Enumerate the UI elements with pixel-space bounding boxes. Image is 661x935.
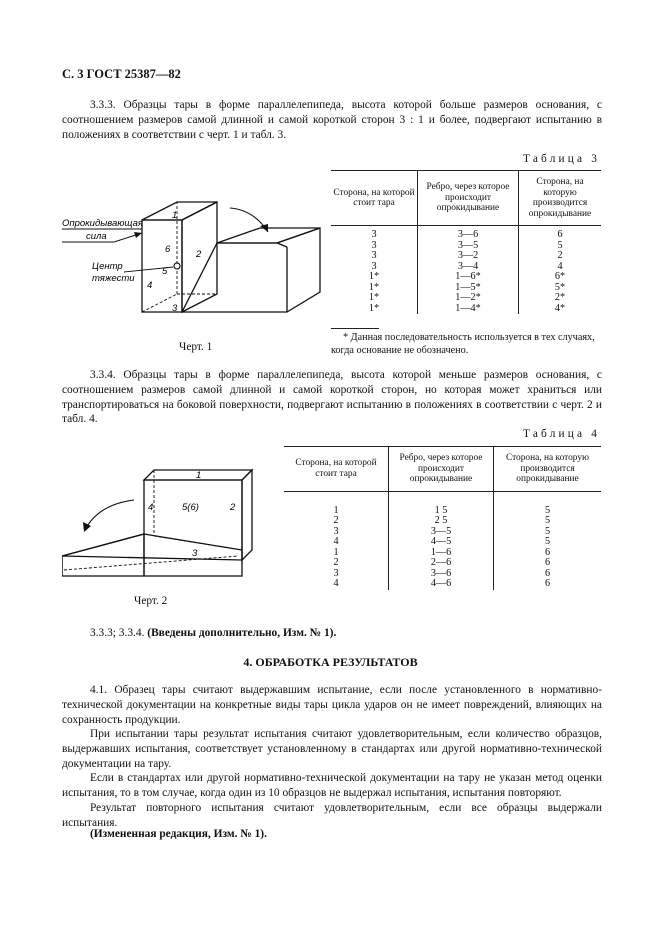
table-4-header-side: Сторона, на которой стоит тара — [284, 447, 389, 492]
table-row: 3 3—5 5 — [331, 241, 601, 252]
table-3 — [331, 170, 601, 314]
fig1-tipped-top — [217, 228, 320, 243]
paragraph-4-1-c: Если в стандартах или другой нормативно-технической документации на тару не указан метод оценки испытания, то в том случае, когда один из 10 образцов не выдержал испытания, испытания повторяют. — [62, 772, 602, 799]
page-header: С. 3 ГОСТ 25387—82 — [62, 67, 181, 81]
paragraph-3-3-3: 3.3.3. Образцы тары в форме параллелепипеда, высота которой больше размеров основания, с соотношением размеров самой длинной и самой короткой сторон 3 : 1 и более, подвергают испытанию в положениях в соответствии с черт. 1 и табл. 3. — [62, 99, 602, 141]
figure-1-drawing — [62, 200, 337, 340]
table-3-footnote: * Данная последовательность используется в тех случаях, когда основание не обозначено. — [331, 332, 595, 356]
table-row: 1* 1—2* 2* — [331, 293, 601, 304]
table-row: 1 1—6 6 — [284, 548, 601, 559]
fig1-face-6: 6 — [165, 244, 171, 255]
table-4 — [284, 446, 601, 590]
fig2-face-5-6: 5(6) — [182, 502, 199, 513]
paragraph-4-1-d: Результат повторного испытания считают удовлетворительным, если все образцы выдержали испытания. — [62, 802, 602, 829]
table-row: 2 2 5 5 — [284, 516, 601, 527]
fig1-label-center-2: тяжести — [92, 273, 135, 284]
amendment-note-added — [90, 627, 336, 639]
figure-1-caption: Черт. 1 — [179, 341, 213, 353]
amendment-note-ref: 3.3.3; 3.3.4. — [90, 627, 148, 639]
table-row: 4 4—6 6 — [284, 579, 601, 590]
table-row: 1 1 5 5 — [284, 506, 601, 517]
figure-2-drawing — [62, 466, 267, 586]
fig2-face-3: 3 — [192, 548, 198, 559]
table-row: 4 4—5 5 — [284, 537, 601, 548]
fig1-face-3: 3 — [172, 303, 178, 314]
fig1-face-1: 1 — [172, 210, 178, 221]
section-title: 4. ОБРАБОТКА РЕЗУЛЬТАТОВ — [243, 655, 418, 669]
fig2-face-2: 2 — [230, 502, 236, 513]
table-row: 3 3—6 6 — [331, 230, 601, 241]
table-row: 3 3—5 5 — [284, 527, 601, 538]
table-3-caption: Таблица 3 — [523, 153, 601, 165]
table-row: 3 3—2 2 — [331, 251, 601, 262]
fig1-label-center-1: Центр — [92, 261, 123, 272]
table-row: 3 3—4 4 — [331, 262, 601, 273]
table-row: 1* 1—6* 6* — [331, 272, 601, 283]
table-row: 1* 1—4* 4* — [331, 304, 601, 315]
amendment-note-changed: (Измененная редакция, Изм. № 1). — [90, 828, 267, 840]
table-4-header-target: Сторона, на которую производится опрокидывание — [494, 447, 602, 492]
table-row: 3 3—6 6 — [284, 569, 601, 580]
fig1-label-force-2: сила — [86, 231, 107, 242]
fig1-label-force-1: Опрокидывающая — [62, 218, 143, 229]
fig2-box-front — [144, 480, 242, 576]
amendment-note-text: (Введены дополнительно, Изм. № 1). — [147, 627, 337, 639]
fig1-face-2: 2 — [196, 249, 202, 260]
table-4-header-edge: Ребро, через которое происходит опрокидывание — [389, 447, 494, 492]
table-row: 1* 1—5* 5* — [331, 283, 601, 294]
table-row: 2 2—6 6 — [284, 558, 601, 569]
table-3-header-side: Сторона, на которой стоит тара — [331, 171, 418, 226]
fig1-face-5: 5 — [162, 266, 168, 277]
figure-2-caption: Черт. 2 — [134, 595, 168, 607]
table-3-header-edge: Ребро, через которое происходит опрокидывание — [418, 171, 519, 226]
fig1-face-4: 4 — [147, 280, 153, 291]
fig2-face-1: 1 — [196, 470, 202, 481]
paragraph-4-1-a: 4.1. Образец тары считают выдержавшим испытание, если после установленного в нормативно-технической документации на конкретные виды тары цикла ударов он не имеет повреждений, влияющих на сохранность продукции. — [62, 684, 602, 726]
footnote-rule — [331, 328, 379, 329]
table-4-caption: Таблица 4 — [523, 428, 601, 440]
paragraph-4-1-b: При испытании тары результат испытания считают удовлетворительным, если количество образцов, выдержавших испытания, соответствует установленному в стандартах или другой нормативно-технической документации на тару. — [62, 728, 602, 770]
paragraph-3-3-4: 3.3.4. Образцы тары в форме параллелепипеда, высота которой меньше размеров основания, с соотношением размеров самой длинной и самой короткой сторон, но которая может храниться или транспортироваться на боковой поверхности, подвергают испытанию в положениях в соответствии с черт. 2 и табл. 4. — [62, 369, 602, 426]
table-3-header-target: Сторона, на которую производится опрокидывание — [519, 171, 602, 226]
fig1-box-top — [142, 202, 217, 220]
fig2-face-4: 4 — [148, 502, 154, 513]
